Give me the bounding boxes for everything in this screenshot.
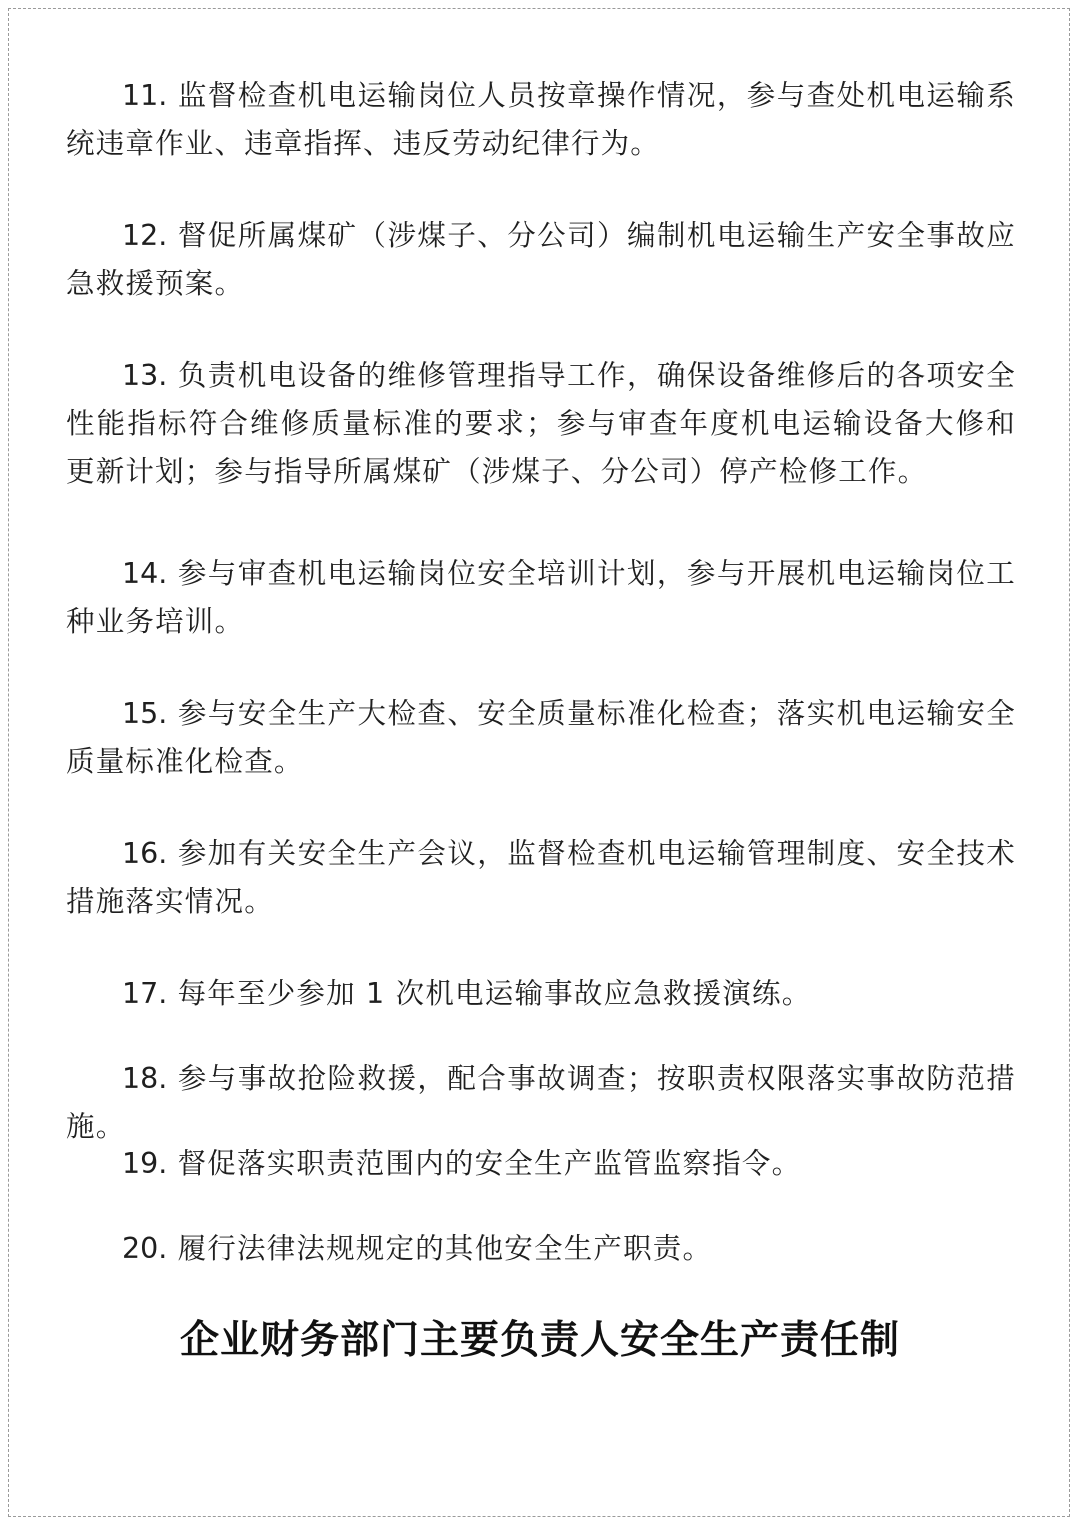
item-text: 督促所属煤矿（涉煤子、分公司）编制机电运输生产安全事故应急救援预案。 bbox=[66, 219, 1016, 300]
item-number: 11. bbox=[122, 79, 168, 112]
item-number: 17. bbox=[122, 977, 168, 1010]
duty-item-15 bbox=[66, 690, 1016, 786]
item-number: 19. bbox=[122, 1147, 168, 1180]
item-text: 参加有关安全生产会议，监督检查机电运输管理制度、安全技术措施落实情况。 bbox=[66, 837, 1016, 918]
duty-item-16 bbox=[66, 830, 1016, 926]
duty-item-18 bbox=[66, 1055, 1016, 1151]
item-number: 14. bbox=[122, 557, 168, 590]
item-text: 每年至少参加 1 次机电运输事故应急救援演练。 bbox=[177, 977, 812, 1010]
duty-item-19 bbox=[66, 1140, 1016, 1188]
section-title: 企业财务部门主要负责人安全生产责任制 bbox=[179, 1317, 900, 1363]
duty-item-12 bbox=[66, 212, 1016, 308]
duty-item-17 bbox=[66, 970, 1016, 1018]
duty-item-13 bbox=[66, 352, 1016, 496]
item-text: 负责机电设备的维修管理指导工作，确保设备维修后的各项安全性能指标符合维修质量标准的要求；参与审查年度机电运输设备大修和更新计划；参与指导所属煤矿（涉煤子、分公司）停产检修工作。 bbox=[66, 359, 1016, 488]
item-number: 20. bbox=[122, 1232, 168, 1265]
item-number: 13. bbox=[122, 359, 168, 392]
item-text: 参与审查机电运输岗位安全培训计划，参与开展机电运输岗位工种业务培训。 bbox=[66, 557, 1016, 638]
item-text: 监督检查机电运输岗位人员按章操作情况，参与查处机电运输系统违章作业、违章指挥、违反劳动纪律行为。 bbox=[66, 79, 1016, 160]
item-number: 18. bbox=[122, 1062, 168, 1095]
item-text: 履行法律法规规定的其他安全生产职责。 bbox=[177, 1232, 713, 1265]
item-number: 16. bbox=[122, 837, 168, 870]
item-number: 12. bbox=[122, 219, 168, 252]
duty-item-14 bbox=[66, 550, 1016, 646]
item-text: 督促落实职责范围内的安全生产监管监察指令。 bbox=[177, 1147, 802, 1180]
item-number: 15. bbox=[122, 697, 168, 730]
duty-item-20 bbox=[66, 1225, 1016, 1273]
duty-item-11 bbox=[66, 72, 1016, 168]
item-text: 参与安全生产大检查、安全质量标准化检查；落实机电运输安全质量标准化检查。 bbox=[66, 697, 1016, 778]
item-text: 参与事故抢险救援，配合事故调查；按职责权限落实事故防范措施。 bbox=[66, 1062, 1016, 1143]
